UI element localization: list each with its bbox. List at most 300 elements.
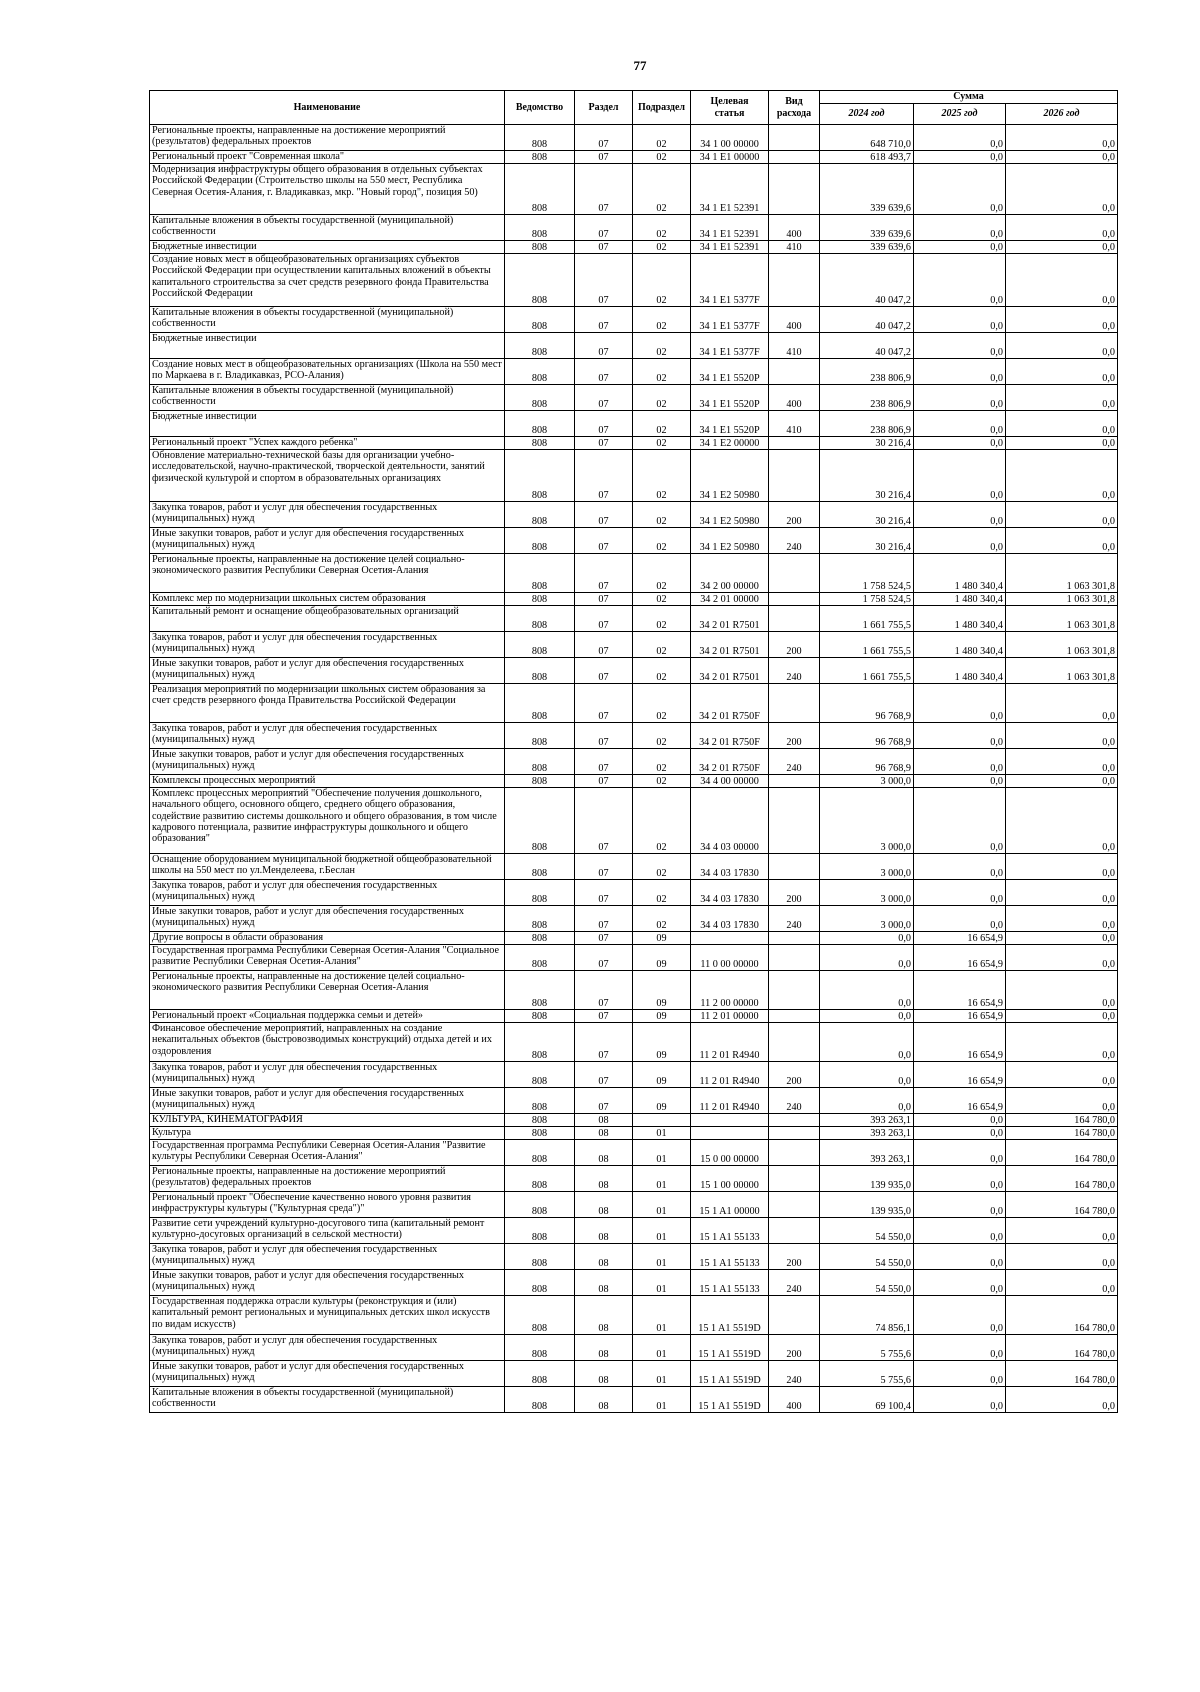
row-podrazdel: 02	[633, 151, 691, 164]
row-name: Региональный проект «Социальная поддержка семьи и детей»	[150, 1010, 505, 1023]
row-razdel: 07	[575, 450, 633, 502]
row-sum-2026: 0,0	[1006, 1023, 1118, 1062]
row-sum-2026: 0,0	[1006, 1218, 1118, 1244]
row-celevaya-statya: 34 2 01 R750F	[691, 684, 769, 723]
row-vedomstvo: 808	[505, 307, 575, 333]
table-row	[150, 1023, 1118, 1062]
table-row	[150, 684, 1118, 723]
row-sum-2025: 0,0	[914, 1387, 1006, 1413]
row-sum-2026: 0,0	[1006, 1088, 1118, 1114]
row-razdel: 07	[575, 307, 633, 333]
row-razdel: 07	[575, 554, 633, 593]
row-sum-2024: 54 550,0	[820, 1270, 914, 1296]
row-name: КУЛЬТУРА, КИНЕМАТОГРАФИЯ	[150, 1114, 505, 1127]
row-vedomstvo: 808	[505, 1335, 575, 1361]
row-vedomstvo: 808	[505, 1062, 575, 1088]
header-2025: 2025 год	[914, 104, 1006, 125]
table-row	[150, 775, 1118, 788]
row-sum-2024: 3 000,0	[820, 775, 914, 788]
row-celevaya-statya: 34 2 01 00000	[691, 593, 769, 606]
row-podrazdel: 01	[633, 1387, 691, 1413]
row-sum-2024: 1 661 755,5	[820, 632, 914, 658]
row-name: Региональный проект "Успех каждого ребенка"	[150, 437, 505, 450]
row-vedomstvo: 808	[505, 880, 575, 906]
row-celevaya-statya: 15 1 A1 55133	[691, 1244, 769, 1270]
row-sum-2025: 1 480 340,4	[914, 554, 1006, 593]
row-razdel: 07	[575, 971, 633, 1010]
row-podrazdel: 02	[633, 502, 691, 528]
row-podrazdel: 02	[633, 606, 691, 632]
row-sum-2024: 0,0	[820, 932, 914, 945]
row-name: Бюджетные инвестиции	[150, 241, 505, 254]
page-number: 77	[633, 58, 647, 73]
row-vid-rashoda	[769, 945, 820, 971]
row-razdel: 07	[575, 1023, 633, 1062]
row-vedomstvo: 808	[505, 723, 575, 749]
row-razdel: 07	[575, 788, 633, 854]
table-row	[150, 1140, 1118, 1166]
row-vedomstvo: 808	[505, 333, 575, 359]
row-sum-2024: 40 047,2	[820, 307, 914, 333]
row-vid-rashoda	[769, 1296, 820, 1335]
row-name: Государственная программа Республики Северная Осетия-Алания "Социальное развитие Республики Северная Осетия-Алания"	[150, 945, 505, 971]
row-name: Иные закупки товаров, работ и услуг для обеспечения государственных (муниципальных) нужд	[150, 658, 505, 684]
row-vid-rashoda: 200	[769, 880, 820, 906]
row-sum-2026: 1 063 301,8	[1006, 554, 1118, 593]
row-razdel: 07	[575, 723, 633, 749]
row-celevaya-statya: 11 0 00 00000	[691, 945, 769, 971]
row-sum-2025: 16 654,9	[914, 971, 1006, 1010]
row-sum-2024: 5 755,6	[820, 1335, 914, 1361]
row-vedomstvo: 808	[505, 450, 575, 502]
row-celevaya-statya: 34 4 03 17830	[691, 880, 769, 906]
row-podrazdel: 02	[633, 359, 691, 385]
row-razdel: 07	[575, 502, 633, 528]
row-sum-2024: 30 216,4	[820, 502, 914, 528]
row-sum-2024: 1 758 524,5	[820, 593, 914, 606]
row-sum-2026: 164 780,0	[1006, 1114, 1118, 1127]
row-vid-rashoda	[769, 684, 820, 723]
row-celevaya-statya: 34 1 E1 52391	[691, 241, 769, 254]
row-sum-2025: 0,0	[914, 385, 1006, 411]
row-name: Региональный проект "Современная школа"	[150, 151, 505, 164]
row-podrazdel: 01	[633, 1296, 691, 1335]
row-podrazdel: 01	[633, 1166, 691, 1192]
row-podrazdel: 01	[633, 1192, 691, 1218]
table-row	[150, 1387, 1118, 1413]
row-podrazdel: 02	[633, 684, 691, 723]
row-vedomstvo: 808	[505, 359, 575, 385]
row-sum-2025: 1 480 340,4	[914, 632, 1006, 658]
row-sum-2025: 0,0	[914, 437, 1006, 450]
row-razdel: 07	[575, 333, 633, 359]
row-razdel: 07	[575, 854, 633, 880]
row-sum-2025: 0,0	[914, 1114, 1006, 1127]
row-celevaya-statya: 15 1 A1 5519D	[691, 1361, 769, 1387]
row-podrazdel: 01	[633, 1244, 691, 1270]
row-name: Обновление материально-технической базы для организации учебно-исследовательской, научно-практической, творческой деятельности, занятий физической культурой и спортом в образовательных организациях	[150, 450, 505, 502]
row-sum-2025: 1 480 340,4	[914, 606, 1006, 632]
row-vid-rashoda	[769, 151, 820, 164]
row-sum-2024: 96 768,9	[820, 723, 914, 749]
row-sum-2025: 16 654,9	[914, 1010, 1006, 1023]
row-vedomstvo: 808	[505, 593, 575, 606]
row-podrazdel: 02	[633, 593, 691, 606]
row-vedomstvo: 808	[505, 554, 575, 593]
row-sum-2026: 0,0	[1006, 411, 1118, 437]
table-row	[150, 1270, 1118, 1296]
row-podrazdel: 02	[633, 125, 691, 151]
row-name: Закупка товаров, работ и услуг для обеспечения государственных (муниципальных) нужд	[150, 1062, 505, 1088]
row-name: Финансовое обеспечение мероприятий, направленных на создание некапитальных объектов (быстровозводимых конструкций) отдыха детей и их оздоровления	[150, 1023, 505, 1062]
row-sum-2025: 0,0	[914, 775, 1006, 788]
row-vid-rashoda: 200	[769, 1244, 820, 1270]
row-vedomstvo: 808	[505, 932, 575, 945]
row-celevaya-statya: 34 2 01 R7501	[691, 632, 769, 658]
header-vedomstvo: Ведомство	[505, 91, 575, 125]
row-celevaya-statya: 34 1 E1 5520P	[691, 359, 769, 385]
table-row	[150, 333, 1118, 359]
row-vid-rashoda	[769, 593, 820, 606]
row-vid-rashoda: 200	[769, 1335, 820, 1361]
row-vedomstvo: 808	[505, 502, 575, 528]
header-vid-rashoda	[769, 91, 820, 125]
row-sum-2026: 0,0	[1006, 723, 1118, 749]
row-sum-2025: 0,0	[914, 1270, 1006, 1296]
row-name: Государственная программа Республики Северная Осетия-Алания "Развитие культуры Республики Северная Осетия-Алания"	[150, 1140, 505, 1166]
header-celevaya-line1: Целевая	[710, 96, 749, 108]
row-sum-2024: 0,0	[820, 1062, 914, 1088]
table-row	[150, 606, 1118, 632]
row-sum-2024: 393 263,1	[820, 1127, 914, 1140]
header-podrazdel: Подраздел	[633, 91, 691, 125]
row-name: Региональные проекты, направленные на достижение целей социально-экономического развития Республики Северная Осетия-Алания	[150, 554, 505, 593]
row-podrazdel: 02	[633, 254, 691, 307]
row-vedomstvo: 808	[505, 125, 575, 151]
row-vid-rashoda: 410	[769, 411, 820, 437]
row-podrazdel	[633, 1114, 691, 1127]
row-vid-rashoda	[769, 437, 820, 450]
row-sum-2025: 16 654,9	[914, 1088, 1006, 1114]
table-row	[150, 854, 1118, 880]
row-razdel: 07	[575, 125, 633, 151]
row-sum-2026: 0,0	[1006, 971, 1118, 1010]
table-row	[150, 1296, 1118, 1335]
row-razdel: 07	[575, 749, 633, 775]
table-row	[150, 1062, 1118, 1088]
row-celevaya-statya: 34 4 00 00000	[691, 775, 769, 788]
row-celevaya-statya: 34 1 E2 50980	[691, 528, 769, 554]
row-vid-rashoda	[769, 554, 820, 593]
table-row	[150, 945, 1118, 971]
row-vedomstvo: 808	[505, 215, 575, 241]
row-name: Закупка товаров, работ и услуг для обеспечения государственных (муниципальных) нужд	[150, 880, 505, 906]
row-name: Региональные проекты, направленные на достижение мероприятий (результатов) федеральных проектов	[150, 125, 505, 151]
row-name: Развитие сети учреждений культурно-досугового типа (капитальный ремонт культурно-досуговых организаций в сельской местности)	[150, 1218, 505, 1244]
row-vedomstvo: 808	[505, 1244, 575, 1270]
row-vedomstvo: 808	[505, 1361, 575, 1387]
row-sum-2025: 0,0	[914, 1335, 1006, 1361]
row-vid-rashoda	[769, 1023, 820, 1062]
row-podrazdel: 02	[633, 437, 691, 450]
header-vid-line2: расхода	[776, 107, 812, 119]
row-razdel: 07	[575, 775, 633, 788]
row-podrazdel: 09	[633, 1023, 691, 1062]
table-row	[150, 307, 1118, 333]
row-sum-2026: 164 780,0	[1006, 1296, 1118, 1335]
row-vid-rashoda	[769, 450, 820, 502]
row-sum-2024: 0,0	[820, 1088, 914, 1114]
row-sum-2025: 16 654,9	[914, 1023, 1006, 1062]
row-razdel: 08	[575, 1387, 633, 1413]
row-name: Государственная поддержка отрасли культуры (реконструкция и (или) капитальный ремонт региональных и муниципальных детских школ искусств по видам искусств)	[150, 1296, 505, 1335]
row-celevaya-statya: 15 1 A1 5519D	[691, 1296, 769, 1335]
row-vedomstvo: 808	[505, 1270, 575, 1296]
row-sum-2025: 0,0	[914, 254, 1006, 307]
budget-table	[149, 90, 1118, 1413]
row-sum-2025: 0,0	[914, 307, 1006, 333]
row-celevaya-statya: 11 2 01 R4940	[691, 1088, 769, 1114]
row-vid-rashoda	[769, 1218, 820, 1244]
table-row	[150, 215, 1118, 241]
row-vid-rashoda	[769, 932, 820, 945]
row-sum-2025: 0,0	[914, 1140, 1006, 1166]
row-sum-2024: 139 935,0	[820, 1192, 914, 1218]
row-celevaya-statya: 34 2 01 R750F	[691, 723, 769, 749]
row-sum-2026: 0,0	[1006, 749, 1118, 775]
row-name: Закупка товаров, работ и услуг для обеспечения государственных (муниципальных) нужд	[150, 1335, 505, 1361]
row-razdel: 07	[575, 632, 633, 658]
row-podrazdel: 09	[633, 971, 691, 1010]
row-sum-2026: 0,0	[1006, 788, 1118, 854]
table-row	[150, 241, 1118, 254]
row-vid-rashoda: 400	[769, 385, 820, 411]
row-sum-2026: 164 780,0	[1006, 1140, 1118, 1166]
row-celevaya-statya: 11 2 00 00000	[691, 971, 769, 1010]
table-row	[150, 151, 1118, 164]
row-sum-2024: 339 639,6	[820, 164, 914, 215]
row-sum-2024: 3 000,0	[820, 906, 914, 932]
row-celevaya-statya: 15 1 A1 00000	[691, 1192, 769, 1218]
row-podrazdel: 01	[633, 1140, 691, 1166]
row-sum-2025: 0,0	[914, 215, 1006, 241]
table-row	[150, 450, 1118, 502]
table-row	[150, 1361, 1118, 1387]
row-sum-2025: 0,0	[914, 151, 1006, 164]
row-podrazdel: 09	[633, 945, 691, 971]
row-sum-2025: 16 654,9	[914, 945, 1006, 971]
row-name: Закупка товаров, работ и услуг для обеспечения государственных (муниципальных) нужд	[150, 632, 505, 658]
row-name: Иные закупки товаров, работ и услуг для обеспечения государственных (муниципальных) нужд	[150, 906, 505, 932]
row-sum-2026: 0,0	[1006, 241, 1118, 254]
row-celevaya-statya: 34 2 01 R7501	[691, 606, 769, 632]
row-sum-2025: 0,0	[914, 854, 1006, 880]
table-row	[150, 880, 1118, 906]
row-sum-2024: 618 493,7	[820, 151, 914, 164]
table-row	[150, 632, 1118, 658]
row-vedomstvo: 808	[505, 658, 575, 684]
table-row	[150, 411, 1118, 437]
row-name: Культура	[150, 1127, 505, 1140]
row-sum-2026: 0,0	[1006, 151, 1118, 164]
row-sum-2026: 1 063 301,8	[1006, 593, 1118, 606]
row-sum-2025: 0,0	[914, 528, 1006, 554]
row-vid-rashoda	[769, 125, 820, 151]
row-vedomstvo: 808	[505, 749, 575, 775]
row-name: Закупка товаров, работ и услуг для обеспечения государственных (муниципальных) нужд	[150, 723, 505, 749]
row-vedomstvo: 808	[505, 606, 575, 632]
table-row	[150, 437, 1118, 450]
row-celevaya-statya: 34 1 E1 52391	[691, 215, 769, 241]
row-sum-2026: 164 780,0	[1006, 1192, 1118, 1218]
row-vid-rashoda	[769, 1010, 820, 1023]
row-sum-2026: 0,0	[1006, 880, 1118, 906]
row-podrazdel: 09	[633, 1010, 691, 1023]
row-vedomstvo: 808	[505, 254, 575, 307]
row-celevaya-statya: 15 1 A1 5519D	[691, 1387, 769, 1413]
row-vedomstvo: 808	[505, 1114, 575, 1127]
row-sum-2026: 0,0	[1006, 1244, 1118, 1270]
table-row	[150, 1088, 1118, 1114]
row-name: Капитальные вложения в объекты государственной (муниципальной) собственности	[150, 215, 505, 241]
row-sum-2026: 0,0	[1006, 359, 1118, 385]
row-sum-2024: 1 661 755,5	[820, 606, 914, 632]
header-name: Наименование	[150, 91, 505, 125]
row-name: Закупка товаров, работ и услуг для обеспечения государственных (муниципальных) нужд	[150, 1244, 505, 1270]
row-name: Комплекс мер по модернизации школьных систем образования	[150, 593, 505, 606]
row-podrazdel: 02	[633, 854, 691, 880]
row-razdel: 07	[575, 437, 633, 450]
row-vid-rashoda	[769, 854, 820, 880]
row-vedomstvo: 808	[505, 684, 575, 723]
row-razdel: 08	[575, 1361, 633, 1387]
row-razdel: 08	[575, 1114, 633, 1127]
row-celevaya-statya: 15 1 A1 5519D	[691, 1335, 769, 1361]
row-celevaya-statya: 34 1 E1 5377F	[691, 254, 769, 307]
row-vedomstvo: 808	[505, 1127, 575, 1140]
row-razdel: 07	[575, 254, 633, 307]
row-vid-rashoda	[769, 775, 820, 788]
row-name: Бюджетные инвестиции	[150, 411, 505, 437]
row-celevaya-statya: 34 1 E1 5520P	[691, 411, 769, 437]
table-row	[150, 125, 1118, 151]
row-sum-2026: 0,0	[1006, 385, 1118, 411]
row-podrazdel: 01	[633, 1218, 691, 1244]
row-podrazdel: 09	[633, 932, 691, 945]
row-sum-2026: 0,0	[1006, 932, 1118, 945]
row-name: Реализация мероприятий по модернизации школьных систем образования за счет средств резервного фонда Правительства Российской Федерации	[150, 684, 505, 723]
row-sum-2026: 0,0	[1006, 1062, 1118, 1088]
row-sum-2024: 393 263,1	[820, 1140, 914, 1166]
row-celevaya-statya: 34 4 03 17830	[691, 906, 769, 932]
row-name: Закупка товаров, работ и услуг для обеспечения государственных (муниципальных) нужд	[150, 502, 505, 528]
row-name: Иные закупки товаров, работ и услуг для обеспечения государственных (муниципальных) нужд	[150, 1361, 505, 1387]
row-podrazdel: 02	[633, 880, 691, 906]
row-vedomstvo: 808	[505, 906, 575, 932]
table-row	[150, 254, 1118, 307]
row-sum-2026: 0,0	[1006, 307, 1118, 333]
row-vid-rashoda: 200	[769, 723, 820, 749]
table-body	[150, 125, 1118, 1413]
row-sum-2026: 0,0	[1006, 450, 1118, 502]
row-podrazdel: 02	[633, 528, 691, 554]
row-sum-2024: 40 047,2	[820, 333, 914, 359]
row-sum-2024: 339 639,6	[820, 215, 914, 241]
row-sum-2024: 238 806,9	[820, 385, 914, 411]
row-podrazdel: 01	[633, 1361, 691, 1387]
row-vedomstvo: 808	[505, 1010, 575, 1023]
row-podrazdel: 02	[633, 385, 691, 411]
row-celevaya-statya: 34 2 01 R750F	[691, 749, 769, 775]
row-podrazdel: 02	[633, 307, 691, 333]
row-razdel: 07	[575, 880, 633, 906]
table-row	[150, 971, 1118, 1010]
row-sum-2025: 0,0	[914, 164, 1006, 215]
row-sum-2024: 54 550,0	[820, 1244, 914, 1270]
row-vid-rashoda: 240	[769, 749, 820, 775]
row-celevaya-statya: 34 1 E1 5377F	[691, 307, 769, 333]
row-podrazdel: 02	[633, 749, 691, 775]
row-celevaya-statya: 34 1 E1 5520P	[691, 385, 769, 411]
row-podrazdel: 02	[633, 215, 691, 241]
row-celevaya-statya: 11 2 01 R4940	[691, 1062, 769, 1088]
row-name: Иные закупки товаров, работ и услуг для обеспечения государственных (муниципальных) нужд	[150, 1088, 505, 1114]
row-razdel: 08	[575, 1127, 633, 1140]
row-sum-2024: 96 768,9	[820, 684, 914, 723]
row-sum-2025: 16 654,9	[914, 1062, 1006, 1088]
row-sum-2025: 0,0	[914, 450, 1006, 502]
row-razdel: 07	[575, 359, 633, 385]
row-name: Комплекс процессных мероприятий "Обеспечение получения дошкольного, начального общего, основного общего, среднего общего образования, содействие развитию системы дошкольного и общего образования, в том числе кадрового потенциала, развитие инфраструктуры дошкольного и общего образования"	[150, 788, 505, 854]
row-sum-2024: 3 000,0	[820, 880, 914, 906]
row-vid-rashoda	[769, 971, 820, 1010]
row-sum-2026: 1 063 301,8	[1006, 658, 1118, 684]
row-sum-2025: 16 654,9	[914, 932, 1006, 945]
row-sum-2026: 164 780,0	[1006, 1361, 1118, 1387]
row-name: Капитальные вложения в объекты государственной (муниципальной) собственности	[150, 385, 505, 411]
row-celevaya-statya: 15 1 A1 55133	[691, 1218, 769, 1244]
row-vid-rashoda: 240	[769, 658, 820, 684]
row-sum-2024: 3 000,0	[820, 854, 914, 880]
row-sum-2024: 238 806,9	[820, 411, 914, 437]
row-sum-2026: 0,0	[1006, 437, 1118, 450]
row-vedomstvo: 808	[505, 1296, 575, 1335]
header-vid-line1: Вид	[785, 96, 803, 108]
row-sum-2024: 648 710,0	[820, 125, 914, 151]
row-sum-2025: 0,0	[914, 502, 1006, 528]
row-sum-2026: 0,0	[1006, 333, 1118, 359]
row-vedomstvo: 808	[505, 437, 575, 450]
row-razdel: 08	[575, 1244, 633, 1270]
row-podrazdel: 01	[633, 1127, 691, 1140]
header-2024: 2024 год	[820, 104, 914, 125]
header-2026: 2026 год	[1006, 104, 1118, 125]
row-sum-2025: 1 480 340,4	[914, 593, 1006, 606]
row-sum-2026: 0,0	[1006, 502, 1118, 528]
row-sum-2025: 0,0	[914, 1192, 1006, 1218]
row-sum-2024: 0,0	[820, 1010, 914, 1023]
row-razdel: 07	[575, 151, 633, 164]
row-vedomstvo: 808	[505, 241, 575, 254]
row-sum-2024: 1 758 524,5	[820, 554, 914, 593]
row-razdel: 08	[575, 1335, 633, 1361]
row-sum-2024: 0,0	[820, 971, 914, 1010]
row-sum-2026: 164 780,0	[1006, 1127, 1118, 1140]
row-podrazdel: 09	[633, 1088, 691, 1114]
row-razdel: 07	[575, 593, 633, 606]
row-sum-2026: 0,0	[1006, 1270, 1118, 1296]
row-celevaya-statya: 15 0 00 00000	[691, 1140, 769, 1166]
